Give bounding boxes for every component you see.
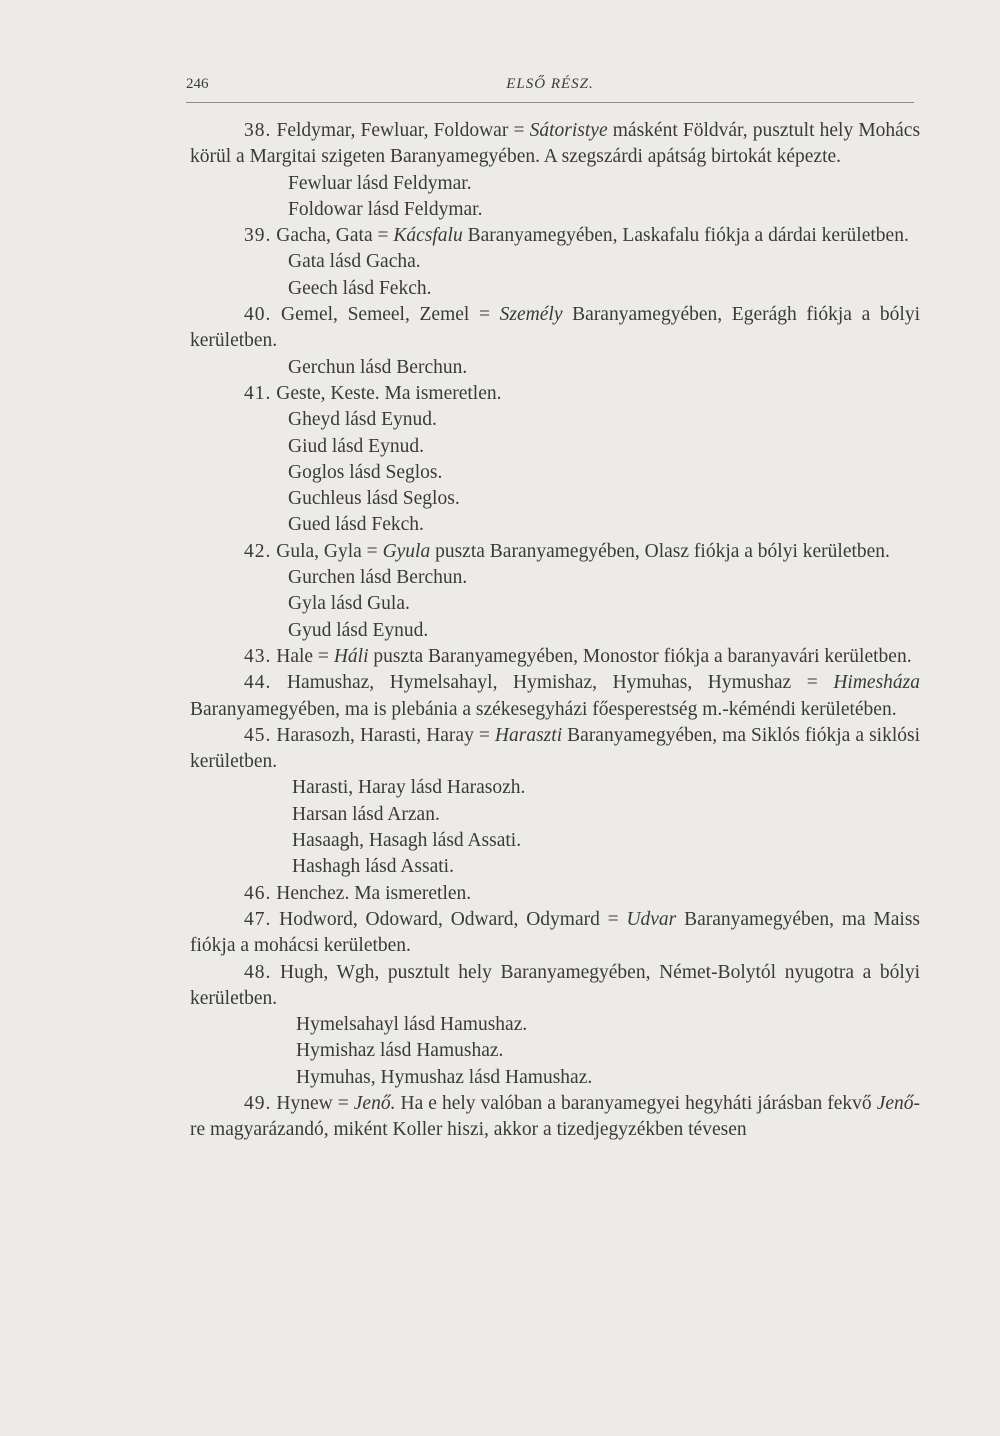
entry-modern-name: Háli (333, 645, 369, 667)
cross-reference-text: Harsan lásd Arzan. (292, 803, 440, 825)
cross-reference (190, 802, 920, 828)
entry-paragraph (190, 881, 920, 907)
entry-text: Geste, Keste. Ma ismeretlen. (276, 382, 502, 404)
entry-number: 49. (244, 1092, 272, 1114)
entry-number: 42. (244, 540, 272, 562)
entry-description: Baranyamegyében, ma Siklós fiókja a siklósi kerületben. (190, 724, 921, 773)
cross-reference (190, 618, 920, 644)
cross-reference-text: Foldowar lásd Feldymar. (288, 198, 483, 220)
cross-reference (190, 1065, 920, 1091)
cross-reference-text: Gyud lásd Eynud. (288, 619, 429, 641)
page-number: 246 (186, 76, 209, 92)
cross-reference (190, 249, 920, 275)
cross-reference-text: Geech lásd Fekch. (288, 277, 432, 299)
cross-reference (190, 854, 920, 880)
entry-text: Gula, Gyla = (276, 540, 378, 562)
entry-number: 46. (244, 882, 272, 904)
cross-reference-text: Gata lásd Gacha. (288, 251, 421, 273)
cross-reference (190, 591, 920, 617)
entry-modern-name: Sátoristye (529, 120, 608, 141)
entry-description: Baranyamegyében, ma Maiss fiókja a mohácsi kerületben. (190, 908, 921, 957)
entry-paragraph (190, 723, 920, 776)
cross-reference (190, 355, 920, 381)
chapter-title: ELSŐ RÉSZ. (506, 76, 594, 92)
entry-text: Hodword, Odoward, Odward, Odymard = (279, 908, 619, 930)
entry-modern-name: Kácsfalu (393, 225, 463, 247)
cross-reference (190, 171, 920, 197)
entry-description: Baranyamegyében, Egerágh fiókja a bólyi kerületben. (190, 304, 921, 352)
entry-paragraph (190, 539, 920, 565)
entry-paragraph (190, 1091, 920, 1144)
cross-reference (190, 407, 920, 433)
entry-paragraph (190, 118, 920, 171)
cross-reference (190, 276, 920, 302)
cross-reference-text: Fewluar lásd Feldymar. (288, 172, 472, 194)
cross-reference-text: Gurchen lásd Berchun. (288, 567, 468, 589)
entry-modern-name: Személy (499, 304, 563, 326)
cross-reference (190, 434, 920, 460)
entry-description: Baranyamegyében, ma is plebánia a székesegyházi főesperestség m.-kéméndi kerületében. (190, 698, 897, 720)
cross-reference-text: Gyla lásd Gula. (288, 593, 410, 615)
entry-description: Baranyamegyében, Laskafalu fiókja a dárdai kerületben. (467, 225, 909, 247)
entry-text: Harasozh, Harasti, Haray = (276, 724, 490, 746)
entry-paragraph (190, 381, 920, 407)
cross-reference (190, 197, 920, 223)
entry-paragraph (190, 670, 920, 723)
cross-reference (190, 775, 920, 801)
header-rule (186, 102, 914, 103)
entry-description-continued: -re magyarázandó, miként Koller hiszi, akkor a tizedjegyzékben tévesen (190, 1092, 921, 1141)
entry-text: Feldymar, Fewluar, Foldowar = (276, 120, 525, 141)
entry-number: 44. (244, 672, 272, 694)
entry-text: Hamushaz, Hymelsahayl, Hymishaz, Hymuhas, Hymushaz = (286, 672, 818, 694)
entry-modern-name: Himesháza (833, 672, 920, 694)
entry-modern-name: Udvar (626, 908, 677, 930)
entry-number: 38. (244, 120, 272, 141)
cross-reference-text: Goglos lásd Seglos. (288, 461, 443, 483)
entry-italic-name: Jenő (876, 1092, 914, 1114)
cross-reference (190, 1012, 920, 1038)
entry-modern-name: Haraszti (494, 724, 563, 746)
cross-reference-text: Gerchun lásd Berchun. (288, 356, 468, 378)
entry-paragraph (190, 644, 920, 670)
cross-reference-text: Hashagh lásd Assati. (292, 856, 454, 878)
cross-reference-text: Gheyd lásd Eynud. (288, 409, 437, 431)
entry-modern-name: Jenő. (353, 1092, 396, 1114)
cross-reference-text: Gued lásd Fekch. (288, 514, 424, 536)
body-text (190, 118, 920, 1144)
entry-paragraph (190, 960, 920, 1013)
cross-reference-text: Giud lásd Eynud. (288, 435, 424, 457)
entry-text: Hynew = (276, 1092, 349, 1114)
cross-reference (190, 486, 920, 512)
entry-modern-name: Gyula (382, 540, 431, 562)
cross-reference-text: Hymishaz lásd Hamushaz. (296, 1040, 504, 1062)
running-head (186, 76, 914, 98)
entry-paragraph (190, 302, 920, 355)
entry-number: 40. (244, 304, 272, 326)
entry-paragraph (190, 907, 920, 960)
entry-number: 43. (244, 645, 272, 667)
entry-number: 47. (244, 908, 272, 930)
entry-description: puszta Baranyamegyében, Monostor fiókja a baranyavári kerületben. (373, 645, 912, 667)
cross-reference-text: Harasti, Haray lásd Harasozh. (292, 777, 526, 799)
cross-reference-text: Guchleus lásd Seglos. (288, 488, 460, 510)
entry-text: Hale = (276, 645, 329, 667)
entry-number: 39. (244, 225, 272, 247)
entry-text: Gacha, Gata = (276, 225, 389, 247)
cross-reference-text: Hymuhas, Hymushaz lásd Hamushaz. (296, 1066, 593, 1088)
cross-reference-text: Hymelsahayl lásd Hamushaz. (296, 1014, 528, 1036)
cross-reference (190, 828, 920, 854)
entry-description: másként Földvár, pusztult hely Mohács körül a Margitai szigeten Baranyamegyében. A szegszárdi apátság birtokát képezte. (190, 120, 921, 168)
entry-text: Henchez. Ma ismeretlen. (276, 882, 472, 904)
cross-reference (190, 512, 920, 538)
entry-description: Ha e hely valóban a baranyamegyei hegyháti járásban fekvő (400, 1092, 872, 1114)
cross-reference (190, 1038, 920, 1064)
entry-paragraph (190, 223, 920, 249)
cross-reference (190, 565, 920, 591)
entry-number: 41. (244, 382, 272, 404)
entry-text: Hugh, Wgh, pusztult hely Baranyamegyében, Német-Bolytól nyugotra a bólyi kerületben. (190, 961, 921, 1009)
cross-reference-text: Hasaagh, Hasagh lásd Assati. (292, 830, 522, 852)
entry-number: 48. (244, 961, 272, 983)
entry-text: Gemel, Semeel, Zemel = (281, 304, 490, 326)
entry-description: puszta Baranyamegyében, Olasz fiókja a bólyi kerületben. (435, 540, 890, 562)
cross-reference (190, 460, 920, 486)
entry-number: 45. (244, 724, 272, 746)
